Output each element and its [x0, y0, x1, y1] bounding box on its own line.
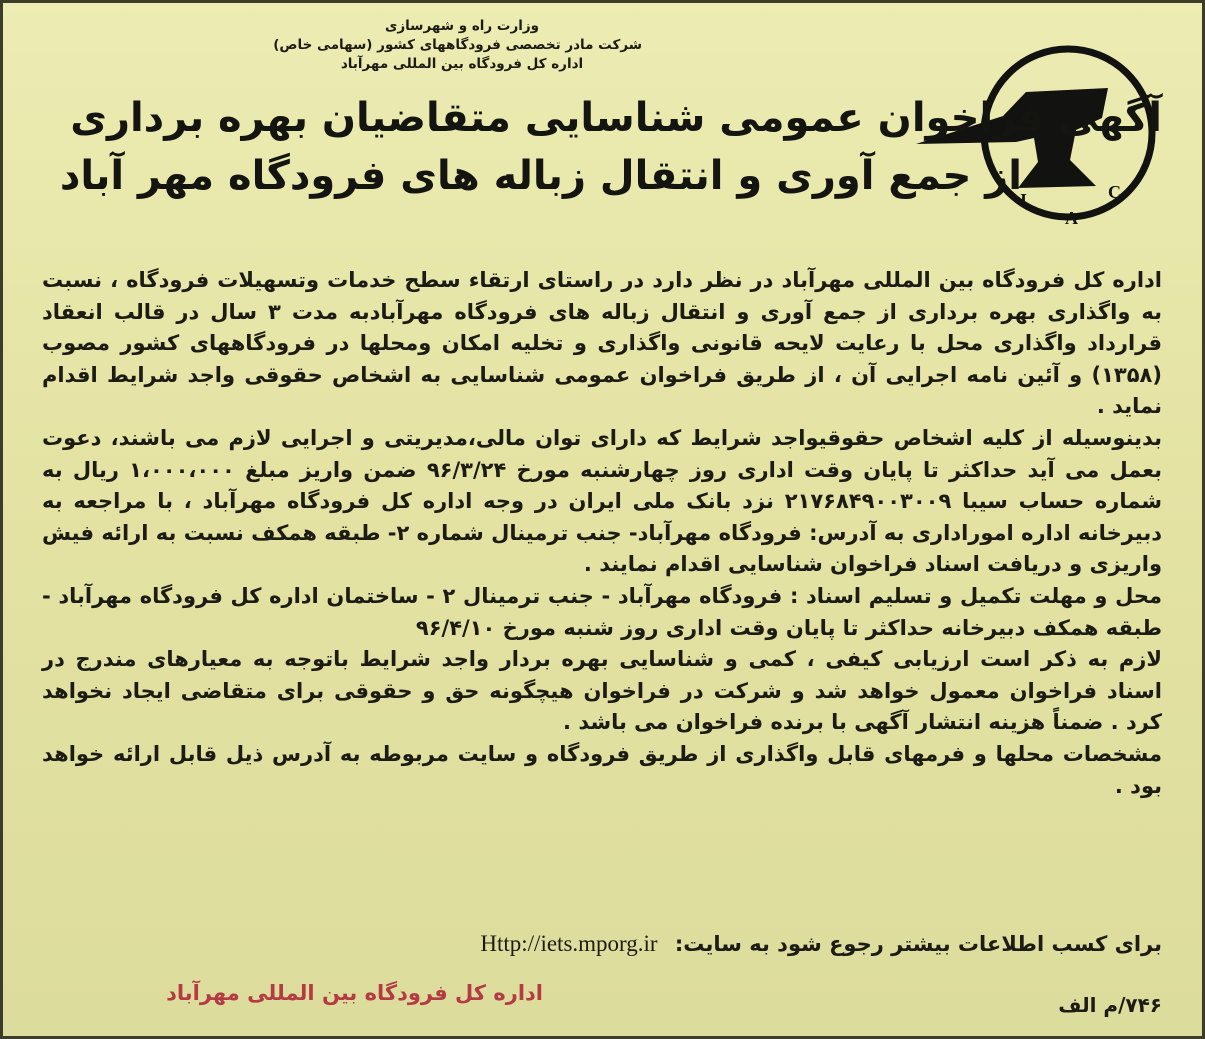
website-info [42, 931, 1162, 957]
office-name: اداره کل فرودگاه بین المللی مهرآباد [340, 56, 584, 72]
logo-letter-i: I [1020, 190, 1028, 210]
paragraph-details: مشخصات محلها و فرمهای قابل واگذاری از طریق فرودگاه و سایت مربوطه به آدرس ذیل قابل ارائه خواهد بود . [42, 741, 1162, 798]
company-name: شرکت مادر تخصصی فرودگاههای کشور (سهامی خاص) [273, 37, 642, 53]
signature: اداره کل فرودگاه بین المللی مهرآباد [166, 981, 543, 1005]
logo-letter-c: C [1108, 182, 1121, 202]
logo-letter-a: A [1065, 208, 1078, 228]
ad-code: ۷۴۶/م الف [1058, 993, 1162, 1017]
paragraph-invitation: بدینوسیله از کلیه اشخاص حقوقیواجد شرایط که دارای توان مالی،مدیریتی و اجرایی لازم می باشند، دعوت بعمل می آید حداکثر تا پایان وقت اداری روز چهارشنبه مورخ ۹۶/۳/۲۴ ضمن واریز مبلغ ۱،۰۰۰،۰۰۰ ریال به شماره حساب سیبا ۲۱۷۶۸۴۹۰۰۳۰۰۹ نزد بانک ملی ایران در وجه اداره کل فرودگاه مهرآباد ، با مراجعه به دبیرخانه اداره اموراداری به آدرس: فرودگاه مهرآباد- جنب ترمینال شماره ۲- طبقه همکف نسبت به ارائه فیش واریزی و دریافت اسناد فراخوان شناسایی اقدام نمایند . [42, 425, 1163, 577]
headline-line-2: از جمع آوری و انتقال زباله های فرودگاه مهر آباد [59, 153, 1022, 199]
paragraph-intro: اداره کل فرودگاه بین المللی مهرآباد در نظر دارد در راستای ارتقاء سطح خدمات وتسهیلات فرودگاه ، نسبت به واگذاری بهره برداری از جمع آوری و انتقال زباله های فرودگاه مهرآبادبه مدت ۳ سال در قالب انعقاد قرارداد واگذاری محل با رعایت لایحه قانونی واگذاری و تخلیه امکان ومحلها در فرودگاههای کشور مصوب (۱۳۵۸) و آئین نامه اجرایی آن ، از طریق فراخوان عمومی شناسایی به اشخاص حقوقی واجد شرایط اقدام نماید . [42, 268, 1162, 419]
announcement-body [42, 265, 1162, 802]
issuer-header [273, 17, 642, 74]
website-link[interactable]: Http://iets.mporg.ir [480, 931, 658, 956]
ministry-name: وزارت راه و شهرسازی [384, 18, 540, 34]
headline-line-1: آگهی فراخوان عمومی شناسایی متقاضیان بهره برداری [70, 95, 1162, 141]
paragraph-submission: محل و مهلت تکمیل و تسلیم اسناد : فرودگاه مهرآباد - جنب ترمینال ۲ - ساختمان اداره کل فرودگاه مهرآباد - طبقه همکف دبیرخانه حداکثر تا پایان وقت اداری روز شنبه مورخ ۹۶/۴/۱۰ [42, 583, 1162, 640]
website-label: برای کسب اطلاعات بیشتر رجوع شود به سایت: [674, 932, 1162, 956]
paragraph-evaluation: لازم به ذکر است ارزیابی کیفی ، کمی و شناسایی بهره بردار واجد شرایط باتوجه به معیارهای مندرج در اسناد فراخوان معمول خواهد شد و شرکت در فراخوان هیچگونه حق و حقوقی برای متقاضی ایجاد نخواهد کرد . ضمناً هزینه انتشار آگهی با برنده فراخوان می باشد . [42, 647, 1162, 735]
